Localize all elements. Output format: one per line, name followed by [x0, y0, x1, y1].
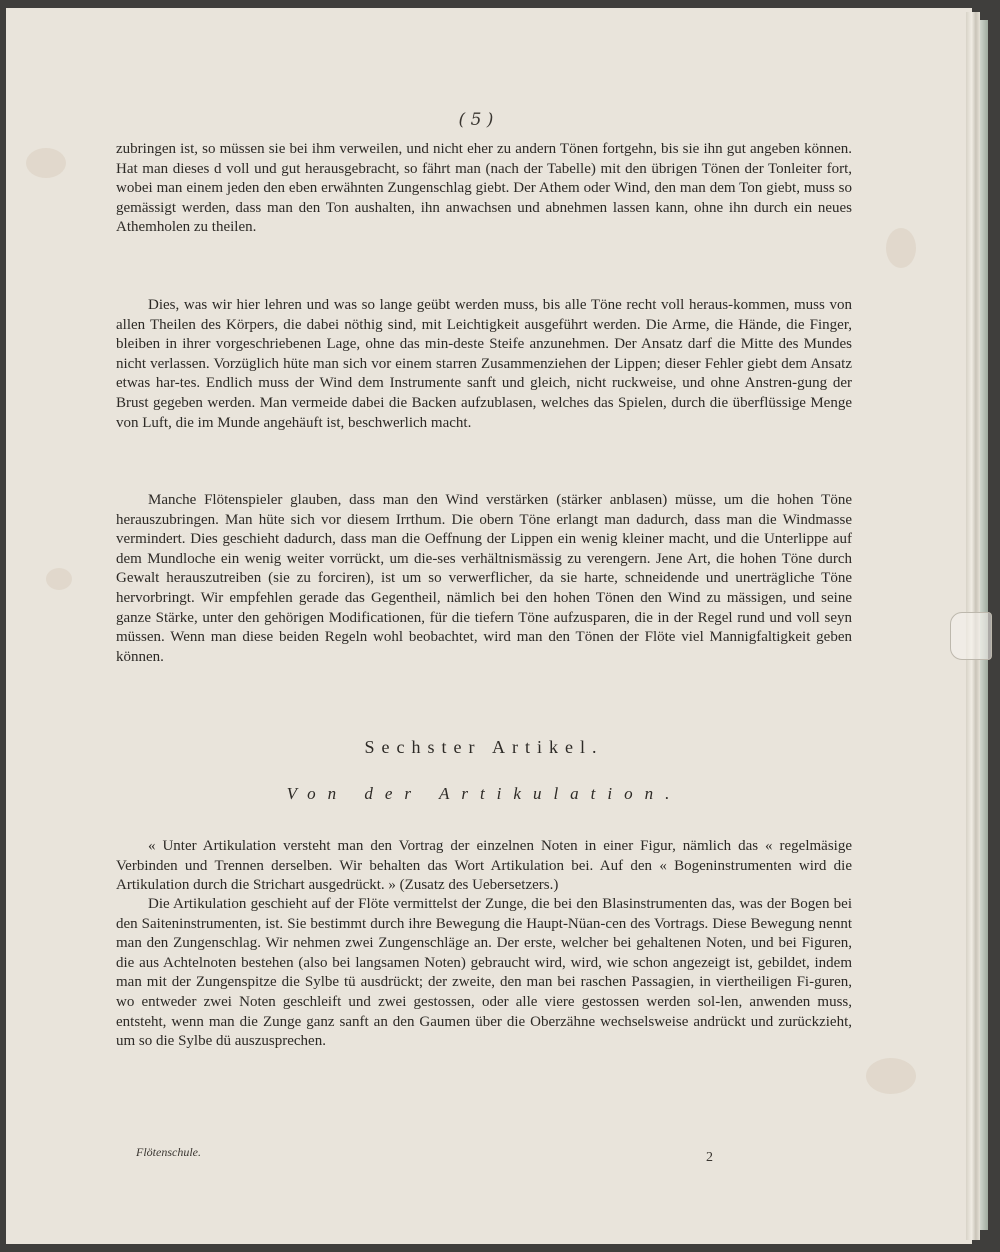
page-tab-marker [950, 612, 992, 660]
book-page [6, 8, 972, 1244]
paper-stain [26, 148, 66, 178]
section-subtitle: Von der Artikulation. [286, 784, 682, 803]
paragraph-1-text: zubringen ist, so müssen sie bei ihm verweilen, und nicht eher zu andern Tönen fortgehn, bis sie ihn gut angeben können. Hat man dieses d voll und gut herausgebracht, so fährt man (nach der Tabelle) mit den übrigen Tönen der Tonleiter fort, wobei man einem jeden den eben erwähnten Zungenschlag giebt. Der Athem oder Wind, den man dem Ton giebt, muss so gemässigt werden, dass man den Ton aushalten, ihn anwachsen und abnehmen lassen kann, ohne ihn durch ein neues Athemholen zu theilen. [116, 141, 852, 236]
paper-stain [886, 228, 916, 268]
signature-mark: 2 [706, 1150, 713, 1165]
paragraph-2 [116, 296, 852, 433]
paragraph-3-text: Manche Flötenspieler glauben, dass man den Wind verstärken (stärker anblasen) müsse, um die hohen Töne herauszubringen. Man hüte sich vor diesem Irrthum. Die obern Töne erlangt man dadurch, dass man die Windmasse vermindert. Dies geschieht dadurch, dass man die Oeffnung der Lippen ein wenig kleiner macht, und die Unterlippe auf dem Mundloche ein wenig weiter vorrückt, um die-ses verhältnismässig zu verengern. Jene Art, die hohen Töne durch Gewalt herauszutreiben (sie zu forciren), ist um so verwerflicher, da sie harte, schneidende und unerträgliche Töne hervorbringt. Wir empfehlen gerade das Gegentheil, nämlich bei den hohen Tönen den Wind zu mässigen, und seine ganze Stärke, unter den gehörigen Modificationen, für die tiefern Töne aufzusparen, die in der Regel rund und voll seyn müssen. Wenn man diese beiden Regeln wohl beobachtet, wird man den Tönen der Flöte viel Mannigfaltigkeit geben können. [116, 492, 852, 665]
section-title: Sechster Artikel. [364, 737, 604, 757]
page-number: ( 5 ) [458, 110, 494, 130]
paragraph-2-text: Dies, was wir hier lehren und was so lange geübt werden muss, bis alle Töne recht voll heraus-kommen, muss von allen Theilen des Körpers, die dabei nöthig sind, mit Leichtigkeit ausgeführt werden. Die Arme, die Hände, die Finger, bleiben in ihrer vorgeschriebenen Lage, ohne das min-deste Steife anzunehmen. Der Ansatz darf die Mitte des Mundes nicht verlassen. Vorzüglich hüte man sich vor einem starren Zusammenziehen der Lippen; dieser Fehler giebt dem Ansatz etwas har-tes. Endlich muss der Wind dem Instrumente sanft und gleich, nicht ruckweise, und ohne Anstren-gung der Brust gegeben werden. Man vermeide dabei die Backen aufzublasen, welches das Spielen, durch die überflüssige Menge von Luft, die im Munde angehäuft ist, beschwerlich macht. [116, 297, 852, 431]
paragraph-articulation-text: Die Artikulation geschieht auf der Flöte vermittelst der Zunge, die bei den Blasinstrumenten das, was der Bogen bei den Saiteninstrumenten, ist. Sie bestimmt durch ihre Bewegung die Haupt-Nüan-cen des Vortrags. Diese Bewegung nennt man den Zungenschlag. Wir nehmen zwei Zungenschläge an. Der erste, welcher bei gehaltenen Noten, und bei Figuren, die aus Achtelnoten bestehen (also bei langsamen Noten) gebraucht wird, wird, wie schon angezeigt ist, gebildet, indem man mit der Zungenspitze die Sylbe tü ausdrückt; der zweite, den man bei raschen Passagien, in viertheiligen Fi-guren, wo entweder zwei Noten geschleift und zwei gestossen, oder alle viere gestossen werden sol-len, anwenden muss, entsteht, wenn man die Zunge ganz sanft an den Gaumen über die Oberzähne wechselsweise andrückt und zurückzieht, um so die Sylbe dü auszusprechen. [116, 896, 852, 1050]
paragraph-1 [116, 140, 852, 238]
paragraph-3 [116, 491, 852, 667]
paper-stain [866, 1058, 916, 1094]
translator-note-text: « Unter Artikulation versteht man den Vortrag der einzelnen Noten in einer Figur, nämlich das « regelmäsige Verbinden und Trennen derselben. Wir behalten das Wort Artikulation bei. Auf den « Bogeninstrumenten wird die Artikulation durch die Strichart ausgedrückt. » (Zusatz des Uebersetzers.) [116, 838, 852, 894]
paper-stain [46, 568, 72, 590]
paragraph-articulation [116, 895, 852, 1052]
footer-title: Flötenschule. [136, 1145, 201, 1159]
translator-note [116, 837, 852, 896]
